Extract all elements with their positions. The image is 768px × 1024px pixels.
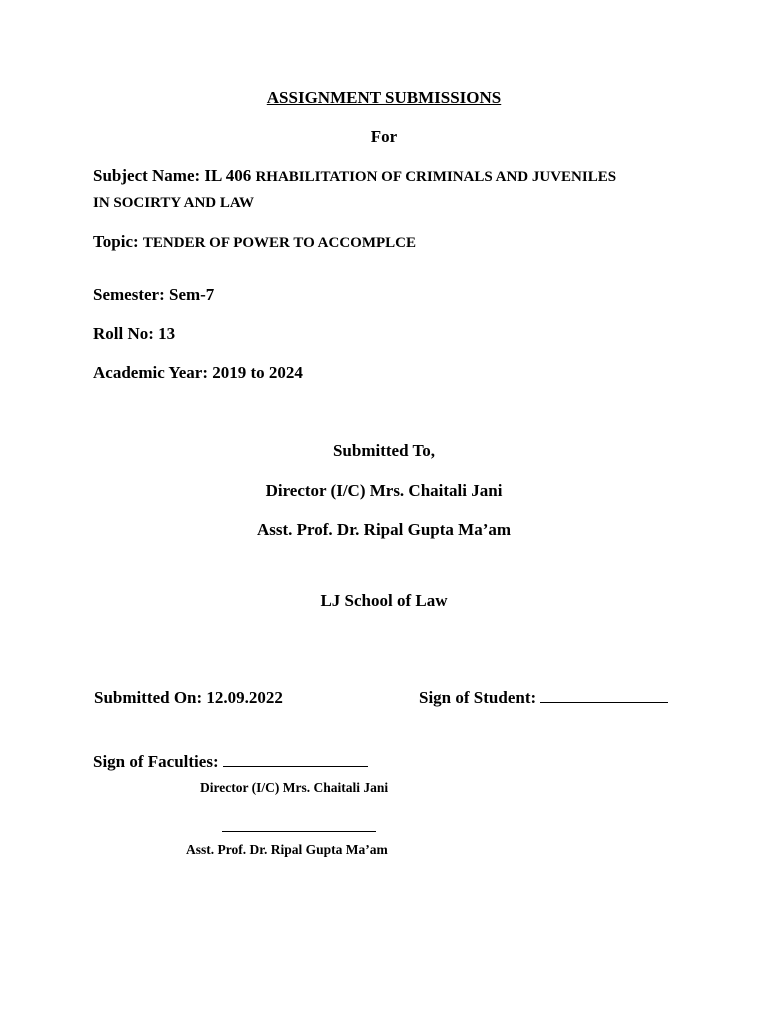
submitted-to-person-1: Director (I/C) Mrs. Chaitali Jani [265, 481, 503, 500]
for-label: For [370, 127, 398, 146]
topic-label: Topic: [93, 232, 139, 251]
school-name: LJ School of Law [320, 591, 448, 610]
subject-name-row [93, 166, 616, 186]
submitted-to-heading: Submitted To, [332, 441, 436, 460]
roll-no: Roll No: 13 [93, 324, 176, 343]
topic-value: TENDER OF POWER TO ACCOMPLCE [142, 235, 417, 251]
sign-of-student-label: Sign of Student: [419, 688, 537, 707]
subject-label: Subject Name: [93, 166, 201, 185]
subject-name-line2: IN SOCIRTY AND LAW [93, 195, 255, 211]
faculty-signature-line-2 [222, 831, 376, 832]
student-signature-line [540, 702, 668, 703]
sign-of-faculties-label: Sign of Faculties: [93, 752, 219, 771]
faculty-signature-line-1 [223, 766, 368, 767]
document-title: ASSIGNMENT SUBMISSIONS [266, 88, 502, 107]
faculty-2-name: Asst. Prof. Dr. Ripal Gupta Ma’am [186, 842, 388, 857]
sign-of-student-row [419, 688, 668, 708]
subject-code: IL 406 [204, 166, 252, 185]
faculty-1-name: Director (I/C) Mrs. Chaitali Jani [200, 780, 389, 795]
topic-row [93, 232, 416, 252]
academic-year: Academic Year: 2019 to 2024 [93, 363, 303, 382]
semester: Semester: Sem-7 [93, 285, 215, 304]
sign-of-faculties-row [93, 752, 368, 772]
submitted-to-person-2: Asst. Prof. Dr. Ripal Gupta Ma’am [256, 520, 512, 539]
submitted-on: Submitted On: 12.09.2022 [94, 688, 283, 707]
subject-name-line1: RHABILITATION OF CRIMINALS AND JUVENILES [255, 169, 617, 185]
